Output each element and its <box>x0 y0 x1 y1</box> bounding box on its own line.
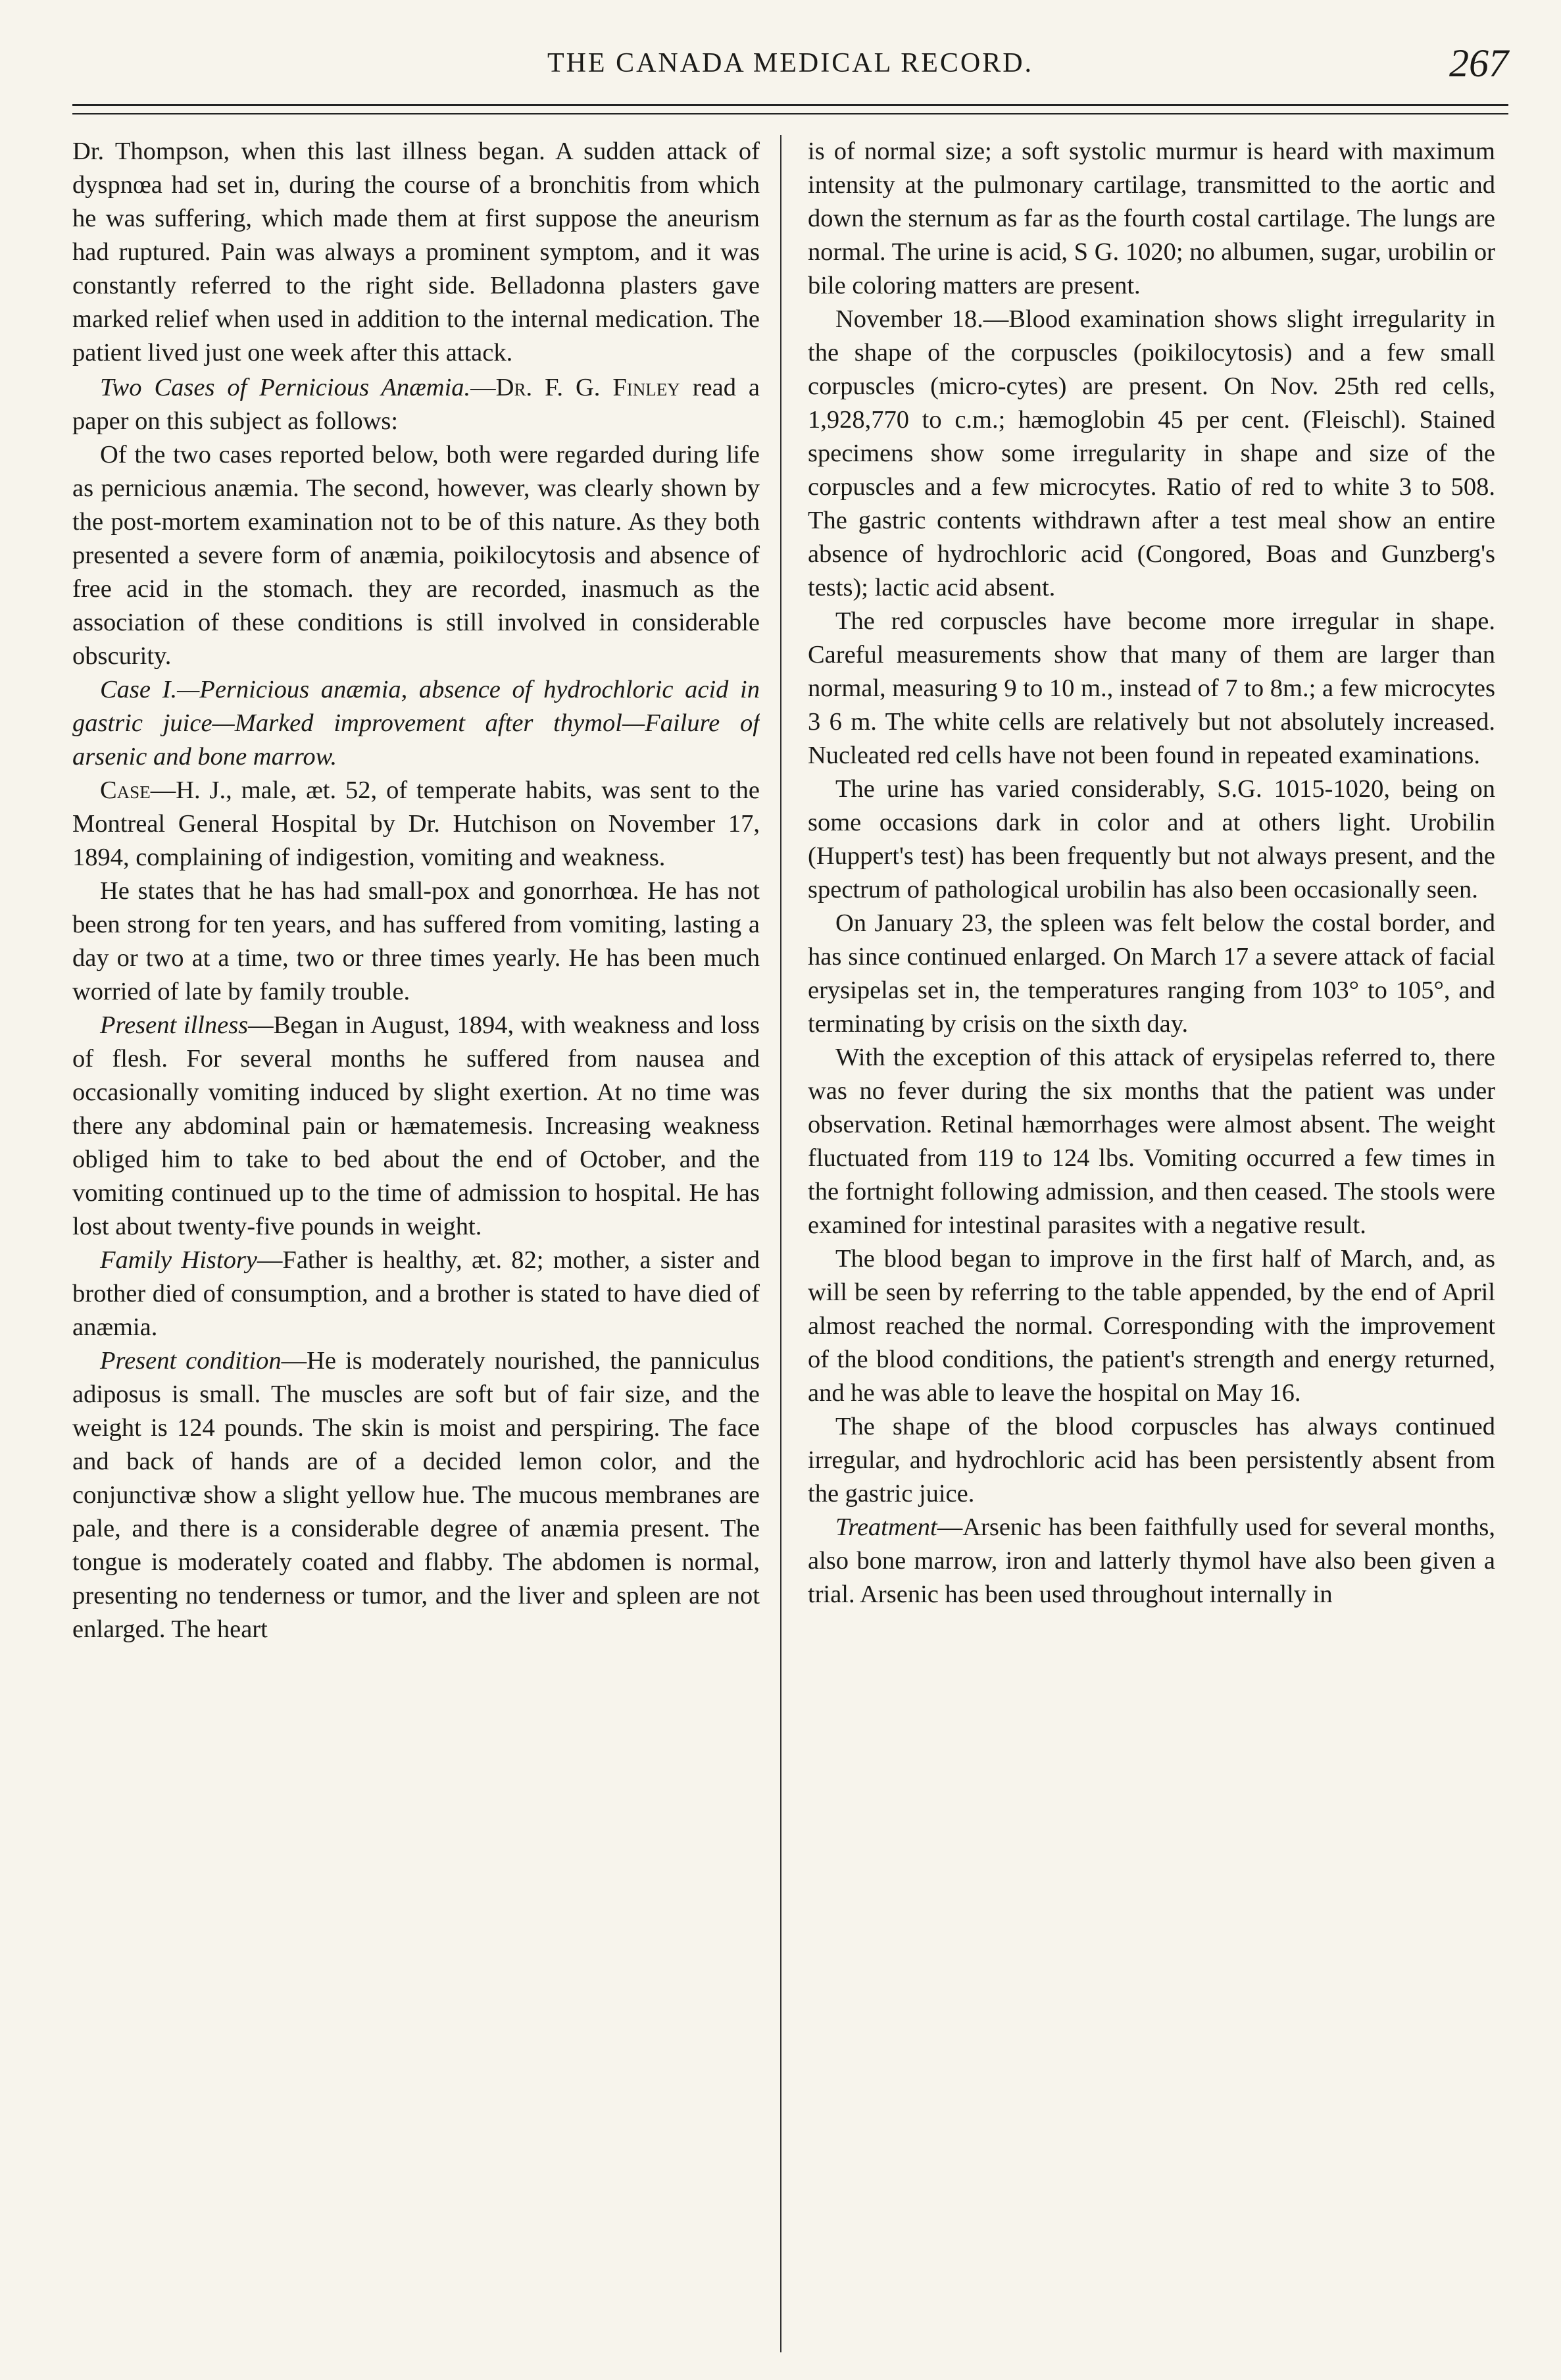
paragraph: is of normal size; a soft systolic murmur is heard with maximum intensity at the pulmonary cartilage, transmitted to the aortic and down the sternum as far as the fourth costal cartilage. The lungs are normal. The urine is acid, S G. 1020; no albumen, sugar, urobilin or bile coloring matters are present. <box>808 138 1495 299</box>
case-text: —H. J., male, æt. 52, of temperate habits, was sent to the Montreal General Hospital by Dr. Hutchison on November 17, 1894, complaining of indigestion, vomiting and weakness. <box>72 776 760 871</box>
paragraph: Of the two cases reported below, both were regarded during life as pernicious anæmia. The second, however, was clearly shown by the post-mortem examination not to be of this nature. As they both presented a severe form of anæmia, poikilocytosis and absence of free acid in the stomach. they are recorded, inasmuch as the association of these conditions is still involved in considerable obscurity. <box>72 441 760 670</box>
paper-intro-paragraph <box>72 371 760 438</box>
paragraph: The blood began to improve in the first half of March, and, as will be seen by referring to the table appended, by the end of April almost reached the normal. Corresponding with the improvement of the blood conditions, the patient's strength and energy returned, and he was able to leave the hospital on May 16. <box>808 1245 1495 1407</box>
right-column <box>808 135 1495 2352</box>
paragraph: With the exception of this attack of erysipelas referred to, there was no fever during the six months that the patient was under observation. Retinal hæmorrhages were almost absent. The weight fluctuated from 119 to 124 lbs. Vomiting occurred a few times in the fortnight following admission, and then ceased. The stools were examined for intestinal parasites with a negative result. <box>808 1044 1495 1239</box>
section-label: Present condition <box>100 1347 282 1375</box>
page-number: 267 <box>1449 41 1508 85</box>
present-illness-paragraph <box>72 1009 760 1244</box>
section-text: —Father is healthy, æt. 82; mother, a sister and brother died of consumption, and a brother is stated to have died of anæmia. <box>72 1246 760 1341</box>
paragraph: He states that he has had small-pox and gonorrhœa. He has not been strong for ten years, and has suffered from vomiting, lasting a day or two at a time, two or three times yearly. He has been much worried of late by family trouble. <box>72 877 760 1005</box>
case-paragraph <box>72 774 760 874</box>
paper-title: Two Cases of Pernicious Anæmia. <box>100 374 471 401</box>
paragraph: The red corpuscles have become more irregular in shape. Careful measurements show that many of them are larger than normal, measuring 9 to 10 m., instead of 7 to 8m.; a few microcytes 3 6 m. The white cells are relatively but not absolutely increased. Nucleated red cells have not been found in repeated examinations. <box>808 607 1495 769</box>
paragraph: November 18.—Blood examination shows slight irregularity in the shape of the corpuscles (poikilocytosis) and a few small corpuscles (micro-cytes) are present. On Nov. 25th red cells, 1,928,770 to c.m.; hæmoglobin 45 per cent. (Fleischl). Stained specimens show some irregularity in shape and size of the corpuscles and a few microcytes. Ratio of red to white 3 to 508. The gastric contents withdrawn after a test meal show an entire absence of hydrochloric acid (Congored, Boas and Gunzberg's tests); lactic acid absent. <box>808 305 1495 601</box>
paragraph: The urine has varied considerably, S.G. 1015-1020, being on some occasions dark in color and at others light. Urobilin (Huppert's test) has been frequently but not always present, and the spectrum of pathological urobilin has also been occasionally seen. <box>808 775 1495 903</box>
paper-author: —Dr. F. G. Finley <box>470 374 680 401</box>
section-text: —He is moderately nourished, the panniculus adiposus is small. The muscles are soft but of fair size, and the weight is 124 pounds. The skin is moist and perspiring. The face and back of hands are of a decided lemon color, and the conjunctivæ show a slight yellow hue. The mucous membranes are pale, and there is a considerable degree of anæmia present. The tongue is moderately coated and flabby. The abdomen is normal, presenting no tenderness or tumor, and the liver and spleen are not enlarged. The heart <box>72 1347 760 1643</box>
section-text: —Began in August, 1894, with weakness and loss of flesh. For several months he suffered from nausea and occasionally vomiting induced by slight exertion. At no time was there any abdominal pain or hæmatemesis. Increasing weakness obliged him to take to bed about the end of October, and the vomiting continued up to the time of admission to hospital. He has lost about twenty-five pounds in weight. <box>72 1011 760 1240</box>
page-header <box>72 41 1508 93</box>
section-label: Family History <box>100 1246 257 1274</box>
family-history-paragraph <box>72 1244 760 1344</box>
paragraph: Dr. Thompson, when this last illness began. A sudden attack of dyspnœa had set in, during the course of a bronchitis from which he was suffering, which made them at first suppose the aneurism had ruptured. Pain was always a prominent symptom, and it was constantly referred to the right side. Belladonna plasters gave marked relief when used in addition to the internal medication. The patient lived just one week after this attack. <box>72 138 760 367</box>
section-label: Treatment <box>835 1513 937 1541</box>
left-column <box>72 135 760 2352</box>
present-condition-paragraph <box>72 1344 760 1646</box>
treatment-paragraph <box>808 1511 1495 1611</box>
case-heading: Case I.—Pernicious anæmia, absence of hydrochloric acid in gastric juice—Marked improvement after thymol—Failure of arsenic and bone marrow. <box>72 676 760 771</box>
column-divider <box>780 135 781 2352</box>
header-rule-top <box>72 104 1508 106</box>
case-label: Case <box>100 776 151 804</box>
header-rule-bottom <box>72 113 1508 114</box>
paper-intro-text: read a paper on this subject as follows: <box>72 374 760 435</box>
section-label: Present illness <box>100 1011 249 1039</box>
section-text: —Arsenic has been faithfully used for several months, also bone marrow, iron and latterly thymol have also been given a trial. Arsenic has been used throughout internally in <box>808 1513 1495 1608</box>
running-title: THE CANADA MEDICAL RECORD. <box>547 48 1034 78</box>
paragraph: On January 23, the spleen was felt below the costal border, and has since continued enlarged. On March 17 a severe attack of facial erysipelas set in, the temperatures ranging from 103° to 105°, and terminating by crisis on the sixth day. <box>808 909 1495 1038</box>
paragraph: The shape of the blood corpuscles has always continued irregular, and hydrochloric acid has been persistently absent from the gastric juice. <box>808 1413 1495 1507</box>
